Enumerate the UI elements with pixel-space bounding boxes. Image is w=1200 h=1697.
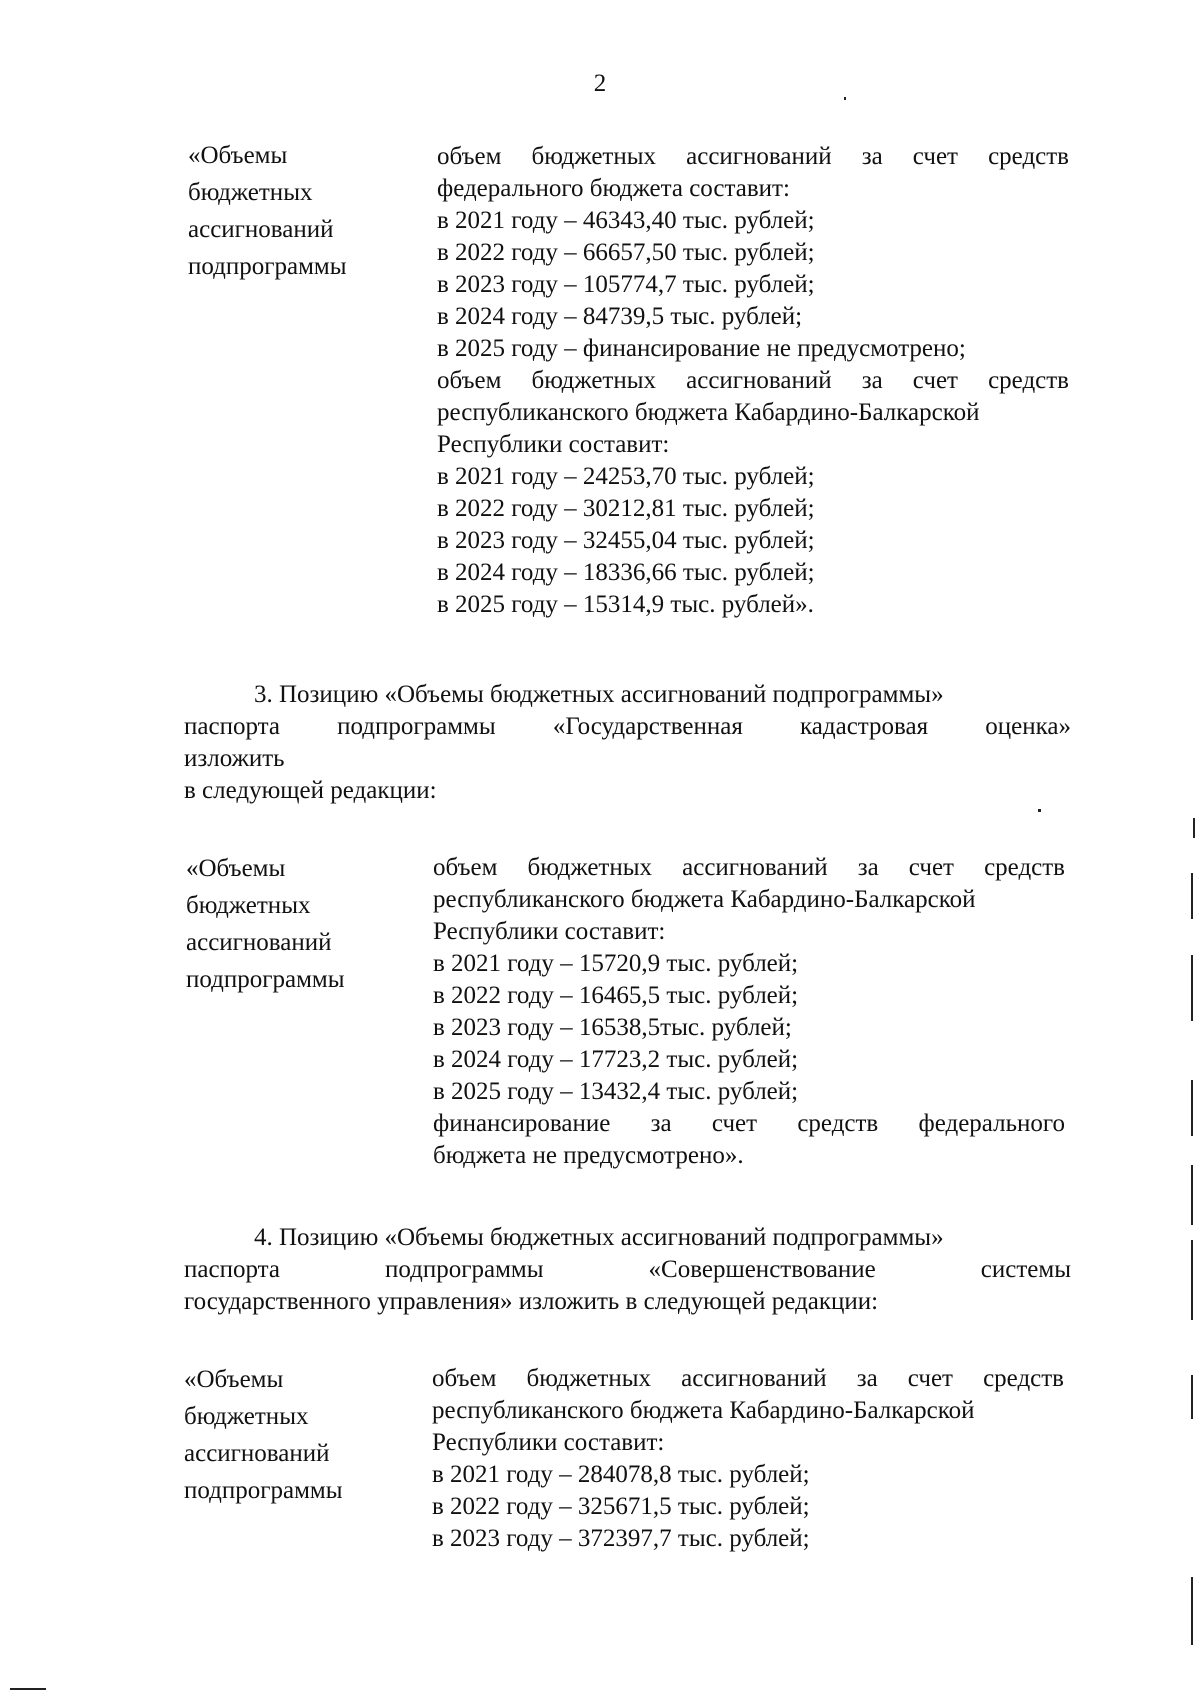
value-line: в 2023 году – 372397,7 тыс. рублей;	[432, 1525, 810, 1552]
scan-mark	[1191, 1375, 1193, 1419]
value-line: объем бюджетных ассигнований за счет средств	[437, 143, 1069, 170]
scan-mark	[1191, 1165, 1193, 1225]
value-line: в 2024 году – 18336,66 тыс. рублей;	[437, 559, 815, 586]
block-label	[186, 850, 345, 998]
value-line: объем бюджетных ассигнований за счет средств	[432, 1365, 1064, 1392]
value-line: Республики составит:	[437, 431, 670, 458]
label-line: ассигнований	[188, 216, 334, 243]
value-line: в 2022 году – 30212,81 тыс. рублей;	[437, 495, 815, 522]
block-label	[188, 137, 347, 285]
value-line: в 2025 году – 13432,4 тыс. рублей;	[433, 1078, 799, 1105]
value-line: в 2021 году – 15720,9 тыс. рублей;	[433, 950, 799, 977]
value-line: бюджета не предусмотрено».	[433, 1142, 744, 1169]
value-line: в 2021 году – 46343,40 тыс. рублей;	[437, 207, 815, 234]
value-line: в 2023 году – 105774,7 тыс. рублей;	[437, 271, 815, 298]
value-line: финансирование за счет средств федерального	[433, 1110, 1065, 1137]
scan-mark	[1191, 1240, 1193, 1320]
paragraph-line: 4. Позицию «Объемы бюджетных ассигнований подпрограммы»	[254, 1224, 944, 1251]
label-line: бюджетных	[184, 1403, 309, 1430]
value-line: в 2024 году – 17723,2 тыс. рублей;	[433, 1046, 799, 1073]
paragraph-line: паспорта подпрограммы «Государственная кадастровая оценка»	[184, 713, 1071, 740]
paragraph-line: в следующей редакции:	[184, 777, 437, 804]
value-line: в 2022 году – 325671,5 тыс. рублей;	[432, 1493, 810, 1520]
value-line: республиканского бюджета Кабардино-Балкарской	[433, 886, 976, 913]
label-line: «Объемы	[184, 1366, 284, 1393]
value-line: объем бюджетных ассигнований за счет средств	[437, 367, 1069, 394]
label-line: подпрограммы	[188, 253, 347, 280]
scan-mark	[1191, 955, 1193, 1021]
label-line: ассигнований	[184, 1440, 330, 1467]
value-line: в 2023 году – 32455,04 тыс. рублей;	[437, 527, 815, 554]
label-line: «Объемы	[188, 142, 288, 169]
value-line: федерального бюджета составит:	[437, 175, 790, 202]
scan-mark	[1038, 809, 1041, 812]
block-label	[184, 1361, 343, 1509]
value-line: объем бюджетных ассигнований за счет средств	[433, 854, 1065, 881]
paragraph-line: государственного управления» изложить в следующей редакции:	[184, 1288, 879, 1315]
block-values	[433, 852, 1065, 1172]
label-line: ассигнований	[186, 929, 332, 956]
paragraph-4	[184, 1222, 1071, 1318]
label-line: подпрограммы	[186, 966, 345, 993]
paragraph-line: 3. Позицию «Объемы бюджетных ассигнований подпрограммы»	[254, 681, 944, 708]
scan-mark	[10, 1688, 46, 1690]
value-line: в 2025 году – 15314,9 тыс. рублей».	[437, 591, 814, 618]
scan-mark	[1191, 1577, 1193, 1645]
block-values	[432, 1363, 1064, 1555]
value-line: в 2022 году – 66657,50 тыс. рублей;	[437, 239, 815, 266]
value-line: в 2023 году – 16538,5тыс. рублей;	[433, 1014, 792, 1041]
block-values	[437, 141, 1069, 621]
value-line: республиканского бюджета Кабардино-Балкарской	[432, 1397, 975, 1424]
value-line: Республики составит:	[433, 918, 666, 945]
value-line: республиканского бюджета Кабардино-Балкарской	[437, 399, 980, 426]
value-line: в 2021 году – 284078,8 тыс. рублей;	[432, 1461, 810, 1488]
paragraph-line: паспорта подпрограммы «Совершенствование системы	[184, 1256, 1071, 1283]
label-line: «Объемы	[186, 855, 286, 882]
value-line: в 2022 году – 16465,5 тыс. рублей;	[433, 982, 799, 1009]
paragraph-line: изложить	[184, 745, 285, 772]
scan-mark	[1191, 873, 1193, 919]
value-line: Республики составит:	[432, 1429, 665, 1456]
value-line: в 2024 году – 84739,5 тыс. рублей;	[437, 303, 803, 330]
value-line: в 2025 году – финансирование не предусмотрено;	[437, 335, 966, 362]
label-line: бюджетных	[186, 892, 311, 919]
scan-mark	[844, 97, 846, 100]
paragraph-3	[184, 679, 1071, 807]
scan-mark	[1191, 1080, 1193, 1136]
scan-mark	[1193, 818, 1195, 838]
value-line: в 2021 году – 24253,70 тыс. рублей;	[437, 463, 815, 490]
label-line: подпрограммы	[184, 1477, 343, 1504]
label-line: бюджетных	[188, 179, 313, 206]
page-number: 2	[593, 70, 607, 97]
